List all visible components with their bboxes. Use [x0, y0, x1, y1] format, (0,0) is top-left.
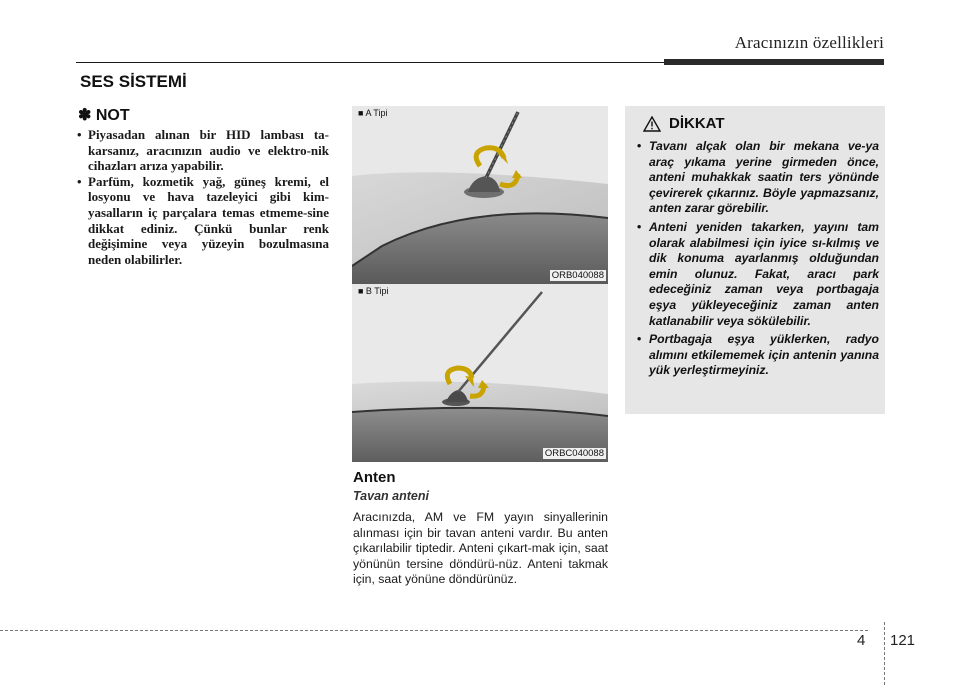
warning-triangle-icon — [643, 116, 661, 132]
figure-code-b: ORBC040088 — [544, 448, 604, 459]
note-list — [77, 127, 329, 267]
figure-antenna-type-a — [352, 106, 608, 284]
note-heading — [78, 105, 130, 125]
footer-dashed-rule — [0, 630, 868, 631]
roof-antenna-a-illustration — [352, 106, 608, 284]
figure-antenna-type-b — [352, 284, 608, 462]
note-item: • Piyasadan alınan bir HID lambası ta-karsanız, aracınızın audio ve elektro-nik cihazları arıza yapabilir. — [77, 127, 329, 174]
caution-item: • Anteni yeniden takarken, yayını tam olarak alabilmesi için iyice sı-kılmış ve dik konuma ayarlanmış olduğundan emin olunuz. Fakat, aracı park edeceğiniz zaman veya portbagaja eşya yükleyeceğiniz zaman anten katlanabilir veya sökülebilir. — [637, 220, 879, 329]
section-title: SES SİSTEMİ — [80, 72, 187, 91]
caution-header — [643, 115, 725, 132]
roof-antenna-b-illustration — [352, 284, 608, 462]
asterisk-icon: ✽ — [78, 107, 92, 124]
figure-label-b: ■ B Tipi — [358, 286, 389, 296]
footer-dashed-divider — [884, 622, 885, 685]
caution-item: • Tavanı alçak olan bir mekana ve-ya araç yıkama yerine girmeden önce, anteni muhakkak saatin ters yönünde çevirerek çıkarınız. Böyle yapmazsanız, anten zarar görebilir. — [637, 139, 879, 217]
caution-item: • Portbagaja eşya yüklerken, radyo alımını etkilememek için antenin yanına yük yerleştirmeyiniz. — [637, 332, 879, 379]
note-heading-label: NOT — [95, 107, 130, 124]
running-header-title: Aracınızın özellikleri — [734, 33, 884, 52]
anten-title: Anten — [353, 469, 396, 486]
note-item: • Parfüm, kozmetik yağ, güneş kremi, el losyonu ve hava tazeleyici gibi kim-yasalların iç parçalara temas etmeme-sine dikkat ediniz. Çünkü bunlar renk değişimine veya yüzeyin bozulmasına neden olabilirler. — [77, 174, 329, 268]
header-rule-thick — [664, 59, 884, 65]
header-rule-thin — [76, 62, 664, 63]
caution-box — [625, 106, 885, 414]
caution-list — [637, 139, 879, 382]
anten-body: Aracınızda, AM ve FM yayın sinyallerinin alınması için bir tavan anteni vardır. Bu anten çıkarılabilir tiptedir. Anteni çıkart-mak için, saat yönünün tersine döndürü-nüz. Anteni takmak için, saat yönüne döndürünüz. — [353, 510, 608, 587]
figure-code-a: ORB040088 — [551, 270, 604, 281]
figure-label-a: ■ A Tipi — [358, 108, 388, 118]
anten-subtitle: Tavan anteni — [353, 489, 429, 503]
chapter-number: 4 — [857, 632, 866, 649]
page-number: 121 — [890, 632, 916, 649]
caution-title: DİKKAT — [669, 115, 725, 132]
